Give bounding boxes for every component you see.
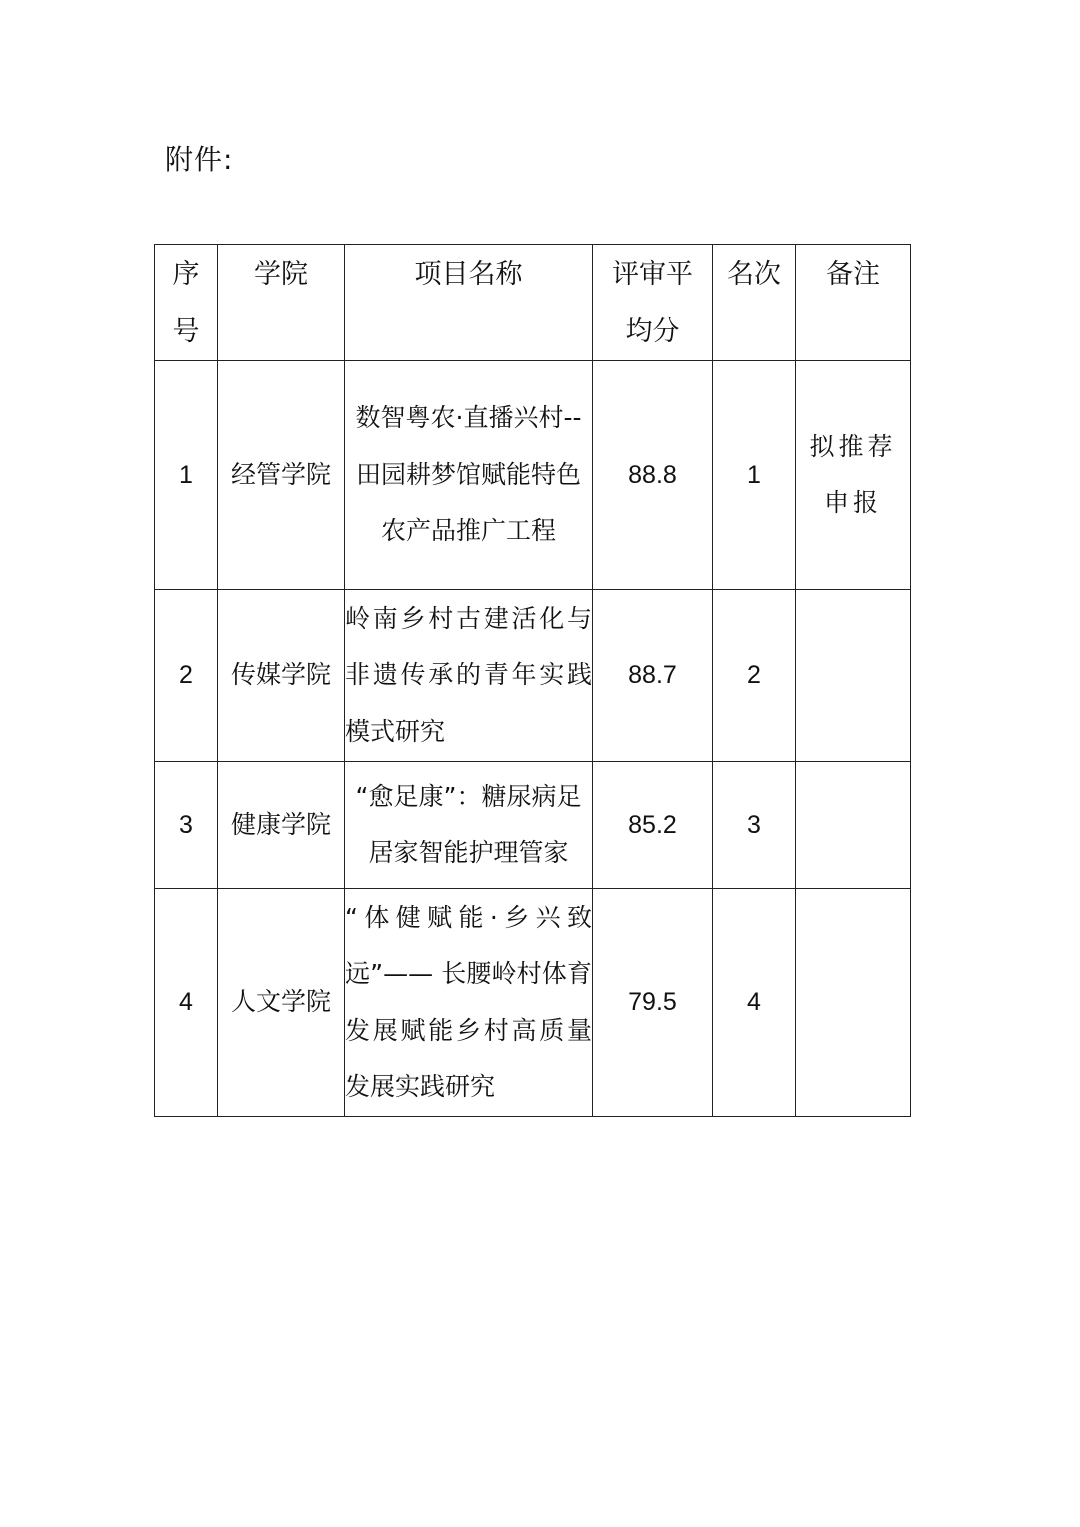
header-rank: 名次 xyxy=(713,245,796,361)
row-rank: 3 xyxy=(713,762,796,889)
row-rank: 2 xyxy=(713,590,796,762)
row-index: 2 xyxy=(155,590,218,762)
row-index: 1 xyxy=(155,361,218,590)
row-remark xyxy=(796,889,911,1117)
header-score: 评审平均分 xyxy=(593,245,713,361)
row-project: “体健赋能·乡兴致远”—— 长腰岭村体育发展赋能乡村高质量发展实践研究 xyxy=(345,889,593,1117)
table-header-row xyxy=(155,245,911,361)
header-project: 项目名称 xyxy=(345,245,593,361)
table-row xyxy=(155,762,911,889)
row-index: 4 xyxy=(155,889,218,1117)
row-remark-text: 拟推荐申报 xyxy=(809,431,897,517)
row-remark xyxy=(796,762,911,889)
row-college: 传媒学院 xyxy=(218,590,345,762)
row-project: “愈足康”：糖尿病足居家智能护理管家 xyxy=(345,762,593,889)
attachment-label: 附件: xyxy=(165,143,234,176)
header-college: 学院 xyxy=(218,245,345,361)
row-rank: 4 xyxy=(713,889,796,1117)
row-college: 人文学院 xyxy=(218,889,345,1117)
row-remark xyxy=(796,361,911,590)
table-row xyxy=(155,590,911,762)
row-remark xyxy=(796,590,911,762)
row-college: 经管学院 xyxy=(218,361,345,590)
row-project: 岭南乡村古建活化与非遗传承的青年实践模式研究 xyxy=(345,590,593,762)
row-score: 88.8 xyxy=(593,361,713,590)
results-table xyxy=(154,244,911,1117)
row-score: 88.7 xyxy=(593,590,713,762)
row-score: 79.5 xyxy=(593,889,713,1117)
table-row xyxy=(155,361,911,590)
row-project: 数智粤农·直播兴村--田园耕梦馆赋能特色农产品推广工程 xyxy=(345,361,593,590)
header-remark: 备注 xyxy=(796,245,911,361)
row-score: 85.2 xyxy=(593,762,713,889)
row-index: 3 xyxy=(155,762,218,889)
row-rank: 1 xyxy=(713,361,796,590)
table-row xyxy=(155,889,911,1117)
header-index: 序号 xyxy=(155,245,218,361)
row-college: 健康学院 xyxy=(218,762,345,889)
